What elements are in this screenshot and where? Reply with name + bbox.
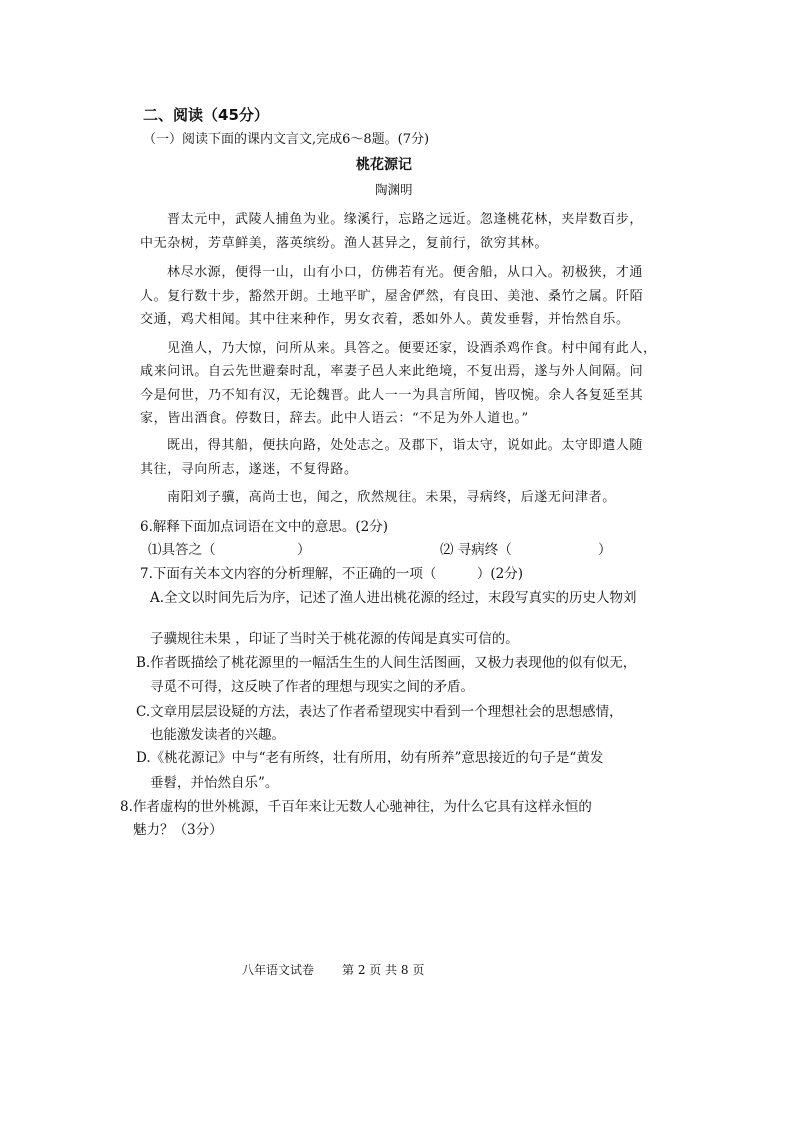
q6-item-b-close: ） (598, 542, 612, 558)
passage-title: 桃花源记 (356, 157, 412, 173)
section-subtitle: （一）阅读下面的课内文言文,完成6～8题。(7分) (143, 132, 430, 147)
passage-line: 林尽水源，便得一山，山有小口，仿佛若有光。便舍船，从口入。初极狭，才通 (167, 265, 644, 280)
footer-subject: 八年语文试卷 (242, 963, 315, 977)
q6-item-b: ⑵ 寻病终（ (440, 542, 512, 558)
q8-line: 8.作者虚构的世外桃源，千百年来让无数人心驰神往，为什么它具有这样永恒的 (120, 799, 592, 815)
passage-line: 南阳刘子骥，高尚士也，闻之，欣然规往。未果，寻病终，后遂无问津者。 (167, 490, 616, 505)
passage-line: 人。复行数十步，豁然开朗。土地平旷，屋舍俨然，有良田、美池、桑竹之属。阡陌 (140, 289, 644, 304)
passage-line: 见渔人，乃大惊，问所从来。具答之。便要还家，设酒杀鸡作食。村中闻有此人， (167, 341, 657, 356)
passage-line: 今是何世，乃不知有汉，无论魏晋。此人一一为具言所闻，皆叹惋。余人各复延至其 (140, 388, 644, 403)
q7-line: C.文章用层层设疑的方法，表达了作者希望现实中看到一个理想社会的思想感情， (136, 704, 623, 720)
passage-author: 陶渊明 (375, 182, 413, 197)
q7-line: 垂髫，并怡然自乐”。 (150, 775, 279, 791)
section-title: 二、阅读（45分） (143, 106, 269, 124)
passage-line: 其往，寻向所志，遂迷，不复得路。 (140, 462, 358, 477)
q7-line: B.作者既描绘了桃花源里的一幅活生生的人间生活图画，又极力表现他的似有似无， (136, 655, 637, 671)
q6-item-a-close: ） (297, 542, 311, 558)
passage-line: 交通，鸡犬相闻。其中往来种作，男女衣着，悉如外人。黄发垂髫，并怡然自乐。 (140, 312, 630, 327)
passage-line: 咸来问讯。自云先世避秦时乱，率妻子邑人来此绝境，不复出焉，遂与外人间隔。问 (140, 364, 644, 379)
footer-page-info: 第 2 页 共 8 页 (342, 963, 425, 977)
passage-line: 中无杂树，芳草鲜美，落英缤纷。渔人甚异之，复前行，欲穷其林。 (140, 236, 549, 251)
q6-item-a: ⑴具答之（ (148, 542, 216, 558)
q8-line: 魅力？（3分） (133, 822, 223, 838)
q6-stem: 6.解释下面加点词语在文中的意思。(2分) (140, 519, 389, 535)
q7-line: 子骥规往未果 ，印证了当时关于桃花源的传闻是真实可信的。 (150, 631, 519, 647)
q7-stem: 7.下面有关本文内容的分析理解，不正确的一项（ ）(2分) (140, 566, 524, 582)
q7-line: 寻觅不可得，这反映了作者的理想与现实之间的矛盾。 (150, 679, 474, 695)
q7-line: A.全文以时间先后为序，记述了渔人进出桃花源的经过，末段写真实的历史人物刘 (150, 590, 637, 606)
passage-line: 既出，得其船，便扶向路，处处志之。及郡下，诣太守，说如此。太守即遣人随 (167, 438, 644, 453)
q7-line: 也能激发读者的兴趣。 (150, 727, 285, 743)
passage-line: 晋太元中，武陵人捕鱼为业。缘溪行，忘路之远近。忽逢桃花林，夹岸数百步， (167, 212, 644, 227)
q7-line: D.《桃花源记》中与“老有所终，壮有所用，幼有所养”意思接近的句子是“黄发 (136, 750, 604, 766)
passage-line: 家，皆出酒食。停数日，辞去。此中人语云：“不足为外人道也。” (140, 411, 529, 426)
